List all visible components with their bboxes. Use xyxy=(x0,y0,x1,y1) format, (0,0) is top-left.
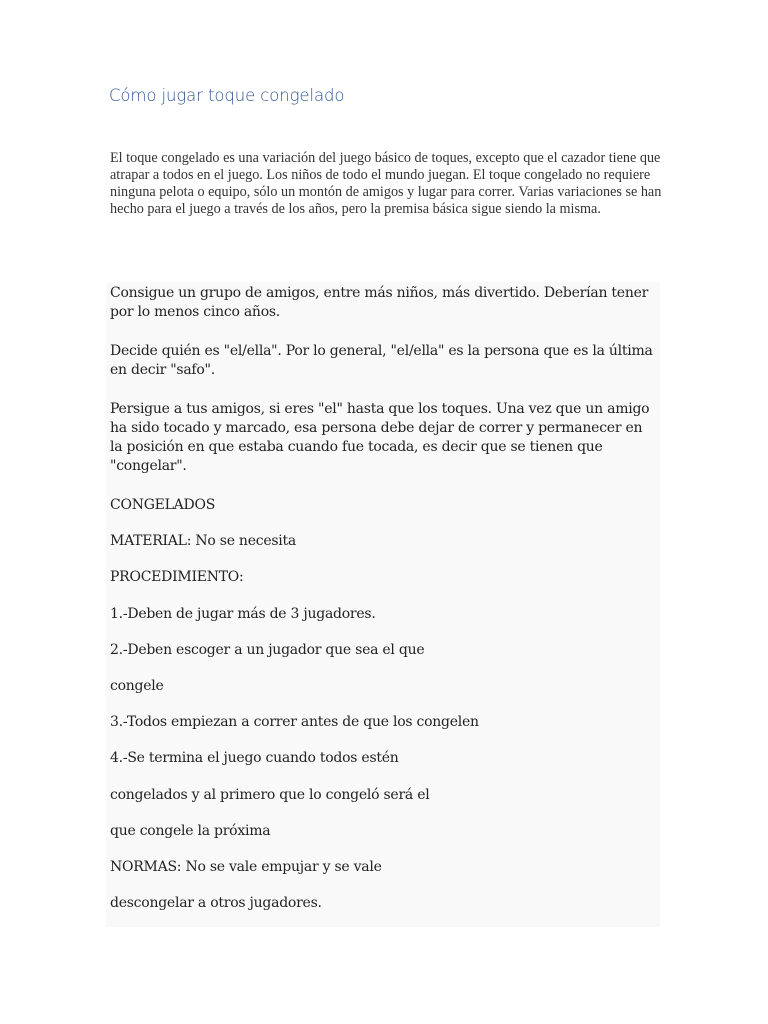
intro-paragraph: El toque congelado es una variación del juego básico de toques, excepto que el cazador tiene que atrapar a todos en el juego. Los niños de todo el mundo juegan. El toque congelado no requiere ninguna pelota o equipo, sólo un montón de amigos y lugar para correr. Varias variaciones se han hecho para el juego a través de los años, pero la premisa básica sigue siendo la misma. xyxy=(110,150,662,218)
step-paragraph: Consigue un grupo de amigos, entre más niños, más divertido. Deberían tener por lo menos cinco años. xyxy=(110,285,649,320)
section-heading-congelados: CONGELADOS xyxy=(110,497,216,513)
procedure-line: 1.-Deben de jugar más de 3 jugadores. xyxy=(110,605,376,622)
procedure-line: congelados y al primero que lo congeló será el xyxy=(110,786,430,803)
procedure-heading: PROCEDIMIENTO: xyxy=(110,569,244,586)
procedure-line: que congele la próxima xyxy=(110,822,271,839)
material-line: MATERIAL: No se necesita xyxy=(110,533,296,550)
procedure-line: congele xyxy=(110,677,164,694)
rules-line: NORMAS: No se vale empujar y se vale xyxy=(110,858,382,875)
step-paragraph: Decide quién es "el/ella". Por lo general, "el/ella" es la persona que es la última en decir "safo". xyxy=(110,343,653,378)
page-title: Cómo jugar toque congelado xyxy=(109,86,345,105)
procedure-line: 4.-Se termina el juego cuando todos estén xyxy=(110,750,399,767)
rules-line: descongelar a otros jugadores. xyxy=(110,895,322,912)
step-paragraph: Persigue a tus amigos, si eres "el" hasta que los toques. Una vez que un amigo ha sido tocado y marcado, esa persona debe dejar de correr y permanecer en la posición en que estaba cuando fue tocada, es decir que se tienen que "congelar". xyxy=(110,401,650,474)
procedure-line: 3.-Todos empiezan a correr antes de que los congelen xyxy=(110,714,479,731)
instructions-block xyxy=(106,282,660,927)
procedure-line: 2.-Deben escoger a un jugador que sea el que xyxy=(110,641,425,658)
